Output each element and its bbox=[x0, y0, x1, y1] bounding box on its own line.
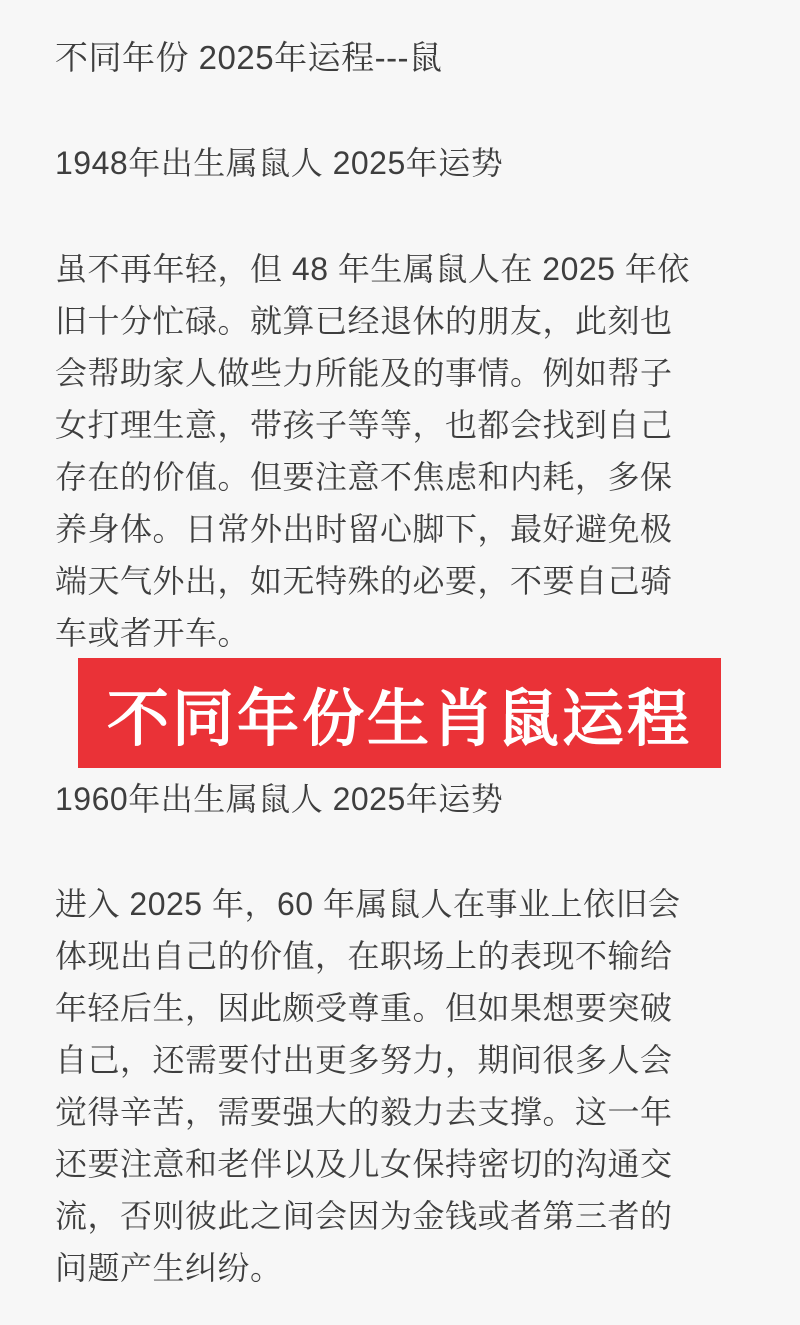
paragraph-line: 会帮助家人做些力所能及的事情。例如帮子 bbox=[55, 355, 673, 391]
promo-banner bbox=[78, 658, 721, 768]
paragraph-line: 端天气外出，如无特殊的必要，不要自己骑 bbox=[55, 563, 673, 599]
paragraph-line: 虽不再年轻，但 48 年生属鼠人在 2025 年依 bbox=[55, 251, 690, 287]
paragraph-line: 体现出自己的价值，在职场上的表现不输给 bbox=[55, 938, 673, 974]
paragraph-line: 旧十分忙碌。就算已经退休的朋友，此刻也 bbox=[55, 303, 673, 339]
paragraph-line: 车或者开车。 bbox=[55, 615, 251, 651]
paragraph-line: 还要注意和老伴以及儿女保持密切的沟通交 bbox=[55, 1146, 673, 1182]
paragraph-line: 自己，还需要付出更多努力，期间很多人会 bbox=[55, 1042, 673, 1078]
paragraph-line: 女打理生意，带孩子等等，也都会找到自己 bbox=[55, 407, 673, 443]
section-heading-1960: 1960年出生属鼠人 2025年运势 bbox=[55, 781, 504, 817]
paragraph-line: 存在的价值。但要注意不焦虑和内耗，多保 bbox=[55, 459, 673, 495]
section-heading-1948: 1948年出生属鼠人 2025年运势 bbox=[55, 145, 504, 181]
section-1960-paragraph bbox=[55, 878, 680, 1294]
section-1948-paragraph bbox=[55, 243, 690, 659]
paragraph-line: 觉得辛苦，需要强大的毅力去支撑。这一年 bbox=[55, 1094, 673, 1130]
article-title: 不同年份 2025年运程---鼠 bbox=[55, 39, 443, 76]
paragraph-line: 进入 2025 年，60 年属鼠人在事业上依旧会 bbox=[55, 886, 681, 922]
paragraph-line: 流，否则彼此之间会因为金钱或者第三者的 bbox=[55, 1198, 673, 1234]
paragraph-line: 养身体。日常外出时留心脚下，最好避免极 bbox=[55, 511, 673, 547]
paragraph-line: 问题产生纠纷。 bbox=[55, 1250, 283, 1286]
promo-banner-text: 不同年份生肖鼠运程 bbox=[106, 685, 692, 754]
paragraph-line: 年轻后生，因此颇受尊重。但如果想要突破 bbox=[55, 990, 673, 1026]
